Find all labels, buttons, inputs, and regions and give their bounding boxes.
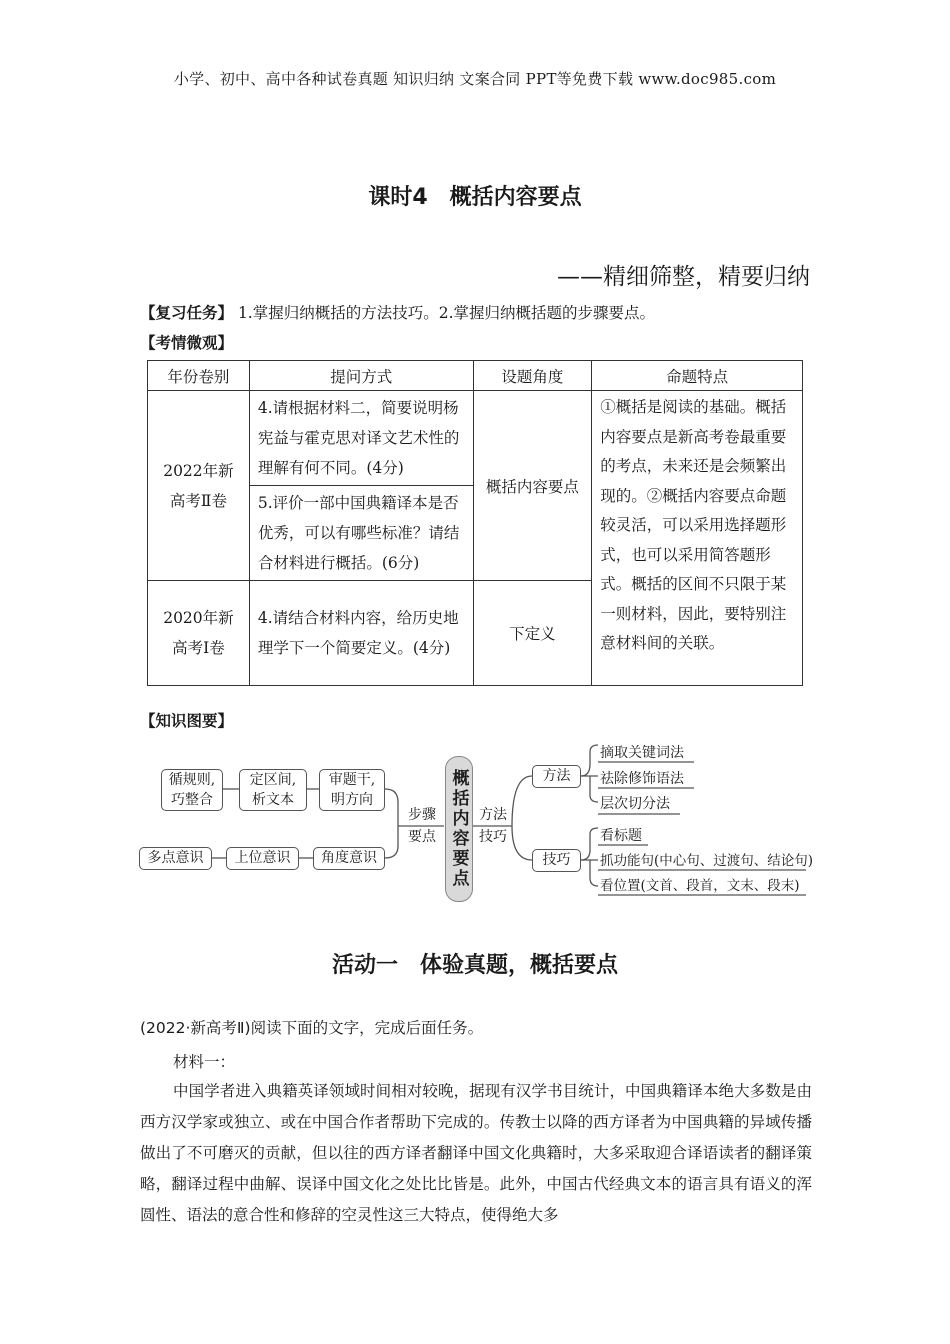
exam-label: 【考情微观】 bbox=[140, 334, 234, 352]
table-header: 年份卷别 bbox=[148, 361, 250, 391]
step-box-upper: 上位意识 bbox=[226, 847, 299, 870]
step-text: 审题干, bbox=[328, 772, 376, 788]
steps-label-text: 要点 bbox=[408, 829, 436, 845]
question-cell: 4.请结合材料内容，给历史地理学下一个简要定义。(4分) bbox=[249, 581, 473, 686]
question-cell: 5.评价一部中国典籍译本是否优秀，可以有哪些标准？请结合材料进行概括。(6分) bbox=[249, 486, 473, 581]
method-item: 祛除修饰语法 bbox=[600, 771, 684, 787]
step-text: 明方向 bbox=[331, 792, 373, 808]
step-text: 定区间, bbox=[249, 772, 297, 788]
angle-cell: 下定义 bbox=[473, 581, 592, 686]
lesson-title: 课时4 概括内容要点 bbox=[368, 185, 582, 210]
page-header: 小学、初中、高中各种试卷真题 知识归纳 文案合同 PPT等免费下载 www.doc985.com bbox=[173, 70, 777, 88]
method-item: 摘取关键词法 bbox=[600, 745, 684, 761]
table-header: 提问方式 bbox=[249, 361, 473, 391]
step-box-multi: 多点意识 bbox=[139, 847, 212, 870]
mindmap-center: 概括内容要点 bbox=[445, 756, 473, 902]
features-cell: ①概括是阅读的基础。概括内容要点是新高考卷最重要的考点，未来还是会频繁出现的。②概括内容要点命题较灵活，可以采用选择题形式，也可以采用简答题形式。概括的区间不只限于某一则材料，因此，要特别注意材料间的关联。 bbox=[592, 391, 803, 686]
table-header: 命题特点 bbox=[592, 361, 803, 391]
year-text: 2022年新 bbox=[163, 461, 234, 480]
methods-label-text: 方法 bbox=[479, 807, 507, 823]
review-text: 1.掌握归纳概括的方法技巧。2.掌握归纳概括题的步骤要点。 bbox=[233, 304, 656, 322]
step-box-question bbox=[319, 769, 385, 811]
skill-box: 技巧 bbox=[532, 849, 581, 872]
step-text: 巧整合 bbox=[171, 792, 213, 808]
review-label: 【复习任务】 bbox=[140, 304, 234, 322]
reading-intro: (2022·新高考Ⅱ)阅读下面的文字，完成后面任务。 bbox=[140, 1019, 484, 1037]
angle-cell: 概括内容要点 bbox=[473, 391, 592, 581]
step-box-angle: 角度意识 bbox=[313, 847, 385, 870]
table-header: 设题角度 bbox=[473, 361, 592, 391]
year-text: 高考Ⅱ卷 bbox=[169, 491, 227, 510]
skill-item: 看标题 bbox=[600, 828, 642, 844]
method-item: 层次切分法 bbox=[600, 796, 670, 812]
methods-label bbox=[474, 804, 512, 848]
step-text: 循规则, bbox=[168, 772, 216, 788]
material-label: 材料一： bbox=[173, 1053, 236, 1071]
skill-item: 抓功能句(中心句、过渡句、结论句) bbox=[600, 853, 814, 869]
year-text: 2020年新 bbox=[163, 609, 234, 627]
section-title: 活动一 体验真题，概括要点 bbox=[331, 953, 618, 978]
knowledge-label: 【知识图要】 bbox=[140, 712, 234, 730]
lesson-subtitle: ——精细筛整，精要归纳 bbox=[557, 264, 810, 290]
step-text: 析文本 bbox=[252, 792, 294, 808]
steps-label-text: 步骤 bbox=[408, 807, 436, 823]
material-paragraph: 中国学者进入典籍英译领域时间相对较晚，据现有汉学书目统计，中国典籍译本绝大多数是由西方汉学家或独立、或在中国合作者帮助下完成的。传教士以降的西方译者为中国典籍的异域传播做出了不可磨灭的贡献，但以往的西方译者翻译中国文化典籍时，大多采取迎合译语读者的翻译策略，翻译过程中曲解、误译中国文化之处比比皆是。此外，中国古代经典文本的语言具有语义的浑圆性、语法的意合性和修辞的空灵性这三大特点，使得绝大多 bbox=[140, 1082, 812, 1224]
skill-item: 看位置(文首、段首，文末、段末) bbox=[600, 878, 800, 894]
steps-label bbox=[402, 804, 442, 848]
year-text: 高考Ⅰ卷 bbox=[172, 639, 225, 657]
step-box-rules bbox=[161, 769, 223, 811]
question-cell: 4.请根据材料二，简要说明杨宪益与霍克思对译文艺术性的理解有何不同。(4分) bbox=[249, 391, 473, 486]
method-box: 方法 bbox=[532, 765, 581, 788]
step-box-range bbox=[239, 769, 307, 811]
methods-label-text: 技巧 bbox=[479, 829, 507, 845]
